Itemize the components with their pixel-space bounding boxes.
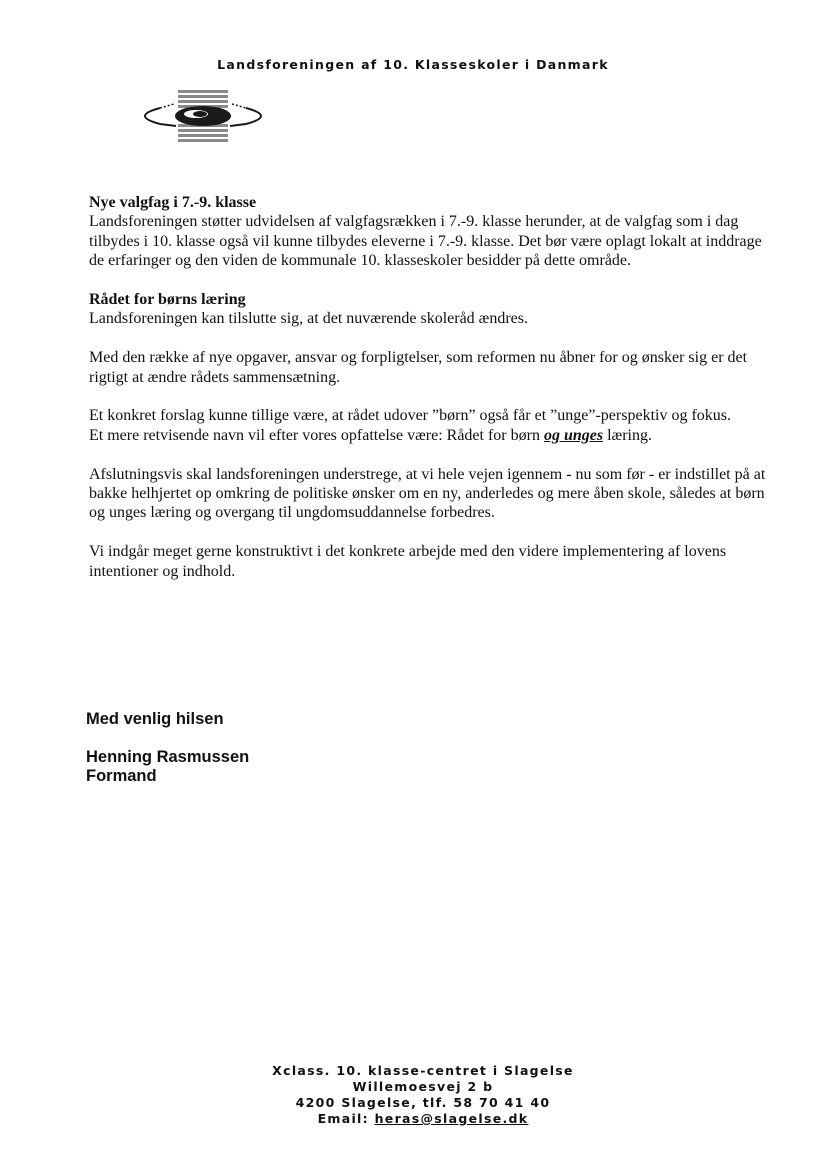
paragraph-implementering: Vi indgår meget gerne konstruktivt i det konkrete arbejde med den videre implementering af lovens intentioner og indhold.: [89, 543, 727, 580]
name-sentence-emphasis: og unges: [543, 426, 604, 444]
paragraph-sammensaetning: Med den række af nye opgaver, ansvar og forpligtelser, som reformen nu åbner for og ønsker sig er det rigtigt at ændre rådets sammensætning.: [89, 349, 748, 386]
signature-block: [86, 748, 249, 786]
footer-email-label: Email:: [317, 1111, 375, 1126]
section-heading-raadet: Rådet for børns læring: [89, 291, 246, 309]
letter-body: [89, 193, 779, 600]
forslag-text: Et konkret forslag kunne tillige være, at rådet udover ”børn” også får et ”unge”-perspektiv og fokus.: [89, 407, 732, 425]
signer-title: Formand: [86, 767, 157, 785]
organization-logo: [130, 86, 276, 146]
closing-greeting: Med venlig hilsen: [86, 710, 224, 728]
signer-name: Henning Rasmussen: [86, 748, 250, 766]
paragraph-valgfag: Landsforeningen støtter udvidelsen af valgfagsrækken i 7.-9. klasse herunder, at de valgfag som i dag tilbydes i 10. klasse også vil kunne tilbydes eleverne i 7.-9. klasse. Det bør være oplagt lokalt at inddrage de erfaringer og den viden de kommunale 10. klasseskoler besidder på dette område.: [89, 213, 762, 270]
name-sentence-before: Et mere retvisende navn vil efter vores opfattelse være: Rådet for børn: [89, 426, 544, 444]
footer-address: [0, 1063, 826, 1127]
footer-line-1: Xclass. 10. klasse-centret i Slagelse: [272, 1063, 574, 1078]
organization-name: Landsforeningen af 10. Klasseskoler i Danmark: [217, 57, 609, 72]
paragraph-skoleraad: Landsforeningen kan tilslutte sig, at det nuværende skoleråd ændres.: [89, 310, 529, 328]
paragraph-afslutning: Afslutningsvis skal landsforeningen understrege, at vi hele vejen igennem - nu som før - er indstillet på at bakke helhjertet op omkring de politiske ønsker om en ny, anderledes og mere åben skole, således at børn og unges læring og overgang til ungdomsuddannelse forbedres.: [89, 465, 766, 522]
paragraph-forslag: [89, 406, 779, 445]
section-heading-valgfag: Nye valgfag i 7.-9. klasse: [89, 194, 257, 211]
name-sentence-after: læring.: [603, 426, 652, 444]
footer-line-3: 4200 Slagelse, tlf. 58 70 41 40: [295, 1095, 551, 1110]
footer-line-2: Willemoesvej 2 b: [352, 1079, 494, 1094]
footer-email-line: [0, 1111, 826, 1127]
email-link[interactable]: heras@slagelse.dk: [374, 1111, 529, 1126]
